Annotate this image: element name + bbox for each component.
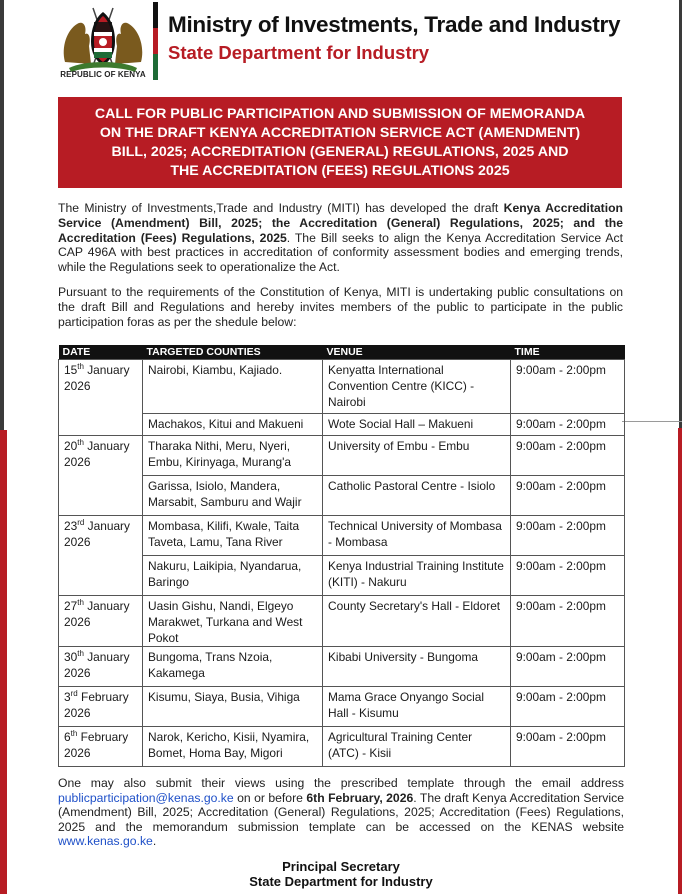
date-cell bbox=[59, 596, 143, 647]
counties-cell: Nakuru, Laikipia, Nyandarua, Baringo bbox=[143, 556, 323, 596]
counties-cell: Tharaka Nithi, Meru, Nyeri, Embu, Kirinyaga, Murang'a bbox=[143, 436, 323, 476]
date-cell bbox=[59, 687, 143, 727]
time-cell: 9:00am - 2:00pm bbox=[511, 360, 625, 414]
page-edge-left-dark bbox=[0, 0, 4, 430]
date-suffix: th bbox=[77, 598, 84, 608]
intro-text: . The Bill seeks to align the Kenya Accreditation Service Act CAP 496A with best practices in accreditation of conformity assessment bodies and emerging trends, while the Regulations seek to operationalize the Act. bbox=[58, 230, 623, 275]
footer-text: . The draft Kenya Accreditation Service (Amendment) Bill, 2025; Accreditation (General) Regulations, 2025; Accreditation (Fees) Regulations, 2025 and the memorandum submission template can be accessed on the KENAS website bbox=[58, 790, 624, 834]
venue-cell: Kibabi University - Bungoma bbox=[323, 647, 511, 687]
page-edge-right-red bbox=[678, 428, 682, 894]
venue-cell: Wote Social Hall – Makueni bbox=[323, 414, 511, 436]
date-month: January bbox=[84, 519, 130, 533]
date-year: 2026 bbox=[64, 535, 91, 549]
date-year: 2026 bbox=[64, 746, 91, 760]
deadline-date: 6th February, 2026 bbox=[306, 790, 414, 805]
counties-cell: Mombasa, Kilifi, Kwale, Taita Taveta, Lamu, Tana River bbox=[143, 516, 323, 556]
time-cell: 9:00am - 2:00pm bbox=[511, 687, 625, 727]
table-row bbox=[59, 596, 625, 647]
footer-text: One may also submit their views using the prescribed template through the email address bbox=[58, 776, 624, 790]
counties-cell: Bungoma, Trans Nzoia, Kakamega bbox=[143, 647, 323, 687]
table-row bbox=[59, 436, 625, 476]
intro-bold-text: Kenya Accreditation Service (Amendment) Bill, 2025; the Accreditation (General) Regulations, 2025; and the Accreditation (Fees) Regulations, 2025 bbox=[58, 201, 623, 245]
date-suffix: th bbox=[77, 438, 84, 448]
date-month: January bbox=[83, 650, 130, 664]
venue-cell: Catholic Pastoral Centre - Isiolo bbox=[323, 476, 511, 516]
banner-line: THE ACCREDITATION (FEES) REGULATIONS 2025 bbox=[170, 163, 510, 179]
table-row bbox=[59, 556, 625, 596]
page-edge-left-red bbox=[0, 430, 7, 894]
table-row bbox=[59, 360, 625, 414]
website-link[interactable]: www.kenas.go.ke bbox=[58, 834, 153, 849]
email-link[interactable]: publicparticipation@kenas.go.ke bbox=[58, 790, 234, 805]
notice-title-banner bbox=[58, 97, 622, 188]
table-header-row bbox=[59, 345, 625, 360]
intro-paragraph bbox=[58, 201, 623, 275]
header-time: TIME bbox=[511, 345, 625, 360]
date-year: 2026 bbox=[64, 666, 91, 680]
venue-cell: Kenyatta International Convention Centre (KICC) - Nairobi bbox=[323, 360, 511, 414]
venue-cell: University of Embu - Embu bbox=[323, 436, 511, 476]
date-day: 27 bbox=[64, 599, 78, 613]
signature-block bbox=[58, 859, 624, 889]
letterhead bbox=[55, 0, 675, 85]
table-row bbox=[59, 727, 625, 767]
date-cell bbox=[59, 436, 143, 516]
counties-cell: Nairobi, Kiambu, Kajiado. bbox=[143, 360, 323, 414]
signatory-department: State Department for Industry bbox=[249, 874, 433, 889]
time-cell: 9:00am - 2:00pm bbox=[511, 414, 625, 436]
date-month: February bbox=[77, 690, 129, 704]
consultation-paragraph: Pursuant to the requirements of the Constitution of Kenya, MITI is undertaking public consultations on the draft Bill and Regulations and hereby invites members of the public to participate in the public participation foras as per the shedule below: bbox=[58, 285, 623, 329]
banner-line: CALL FOR PUBLIC PARTICIPATION AND SUBMISSION OF MEMORANDA bbox=[94, 106, 586, 122]
date-day: 20 bbox=[64, 439, 78, 453]
date-day: 6 bbox=[64, 730, 71, 744]
date-cell bbox=[59, 360, 143, 436]
date-day: 15 bbox=[64, 363, 78, 377]
counties-cell: Garissa, Isiolo, Mandera, Marsabit, Samburu and Wajir bbox=[143, 476, 323, 516]
header-counties: TARGETED COUNTIES bbox=[143, 345, 323, 360]
date-year: 2026 bbox=[64, 706, 91, 720]
table-row bbox=[59, 516, 625, 556]
date-day: 23 bbox=[64, 519, 78, 533]
signatory-title: Principal Secretary bbox=[282, 859, 400, 874]
date-year: 2026 bbox=[64, 379, 91, 393]
date-day: 3 bbox=[64, 690, 71, 704]
date-cell bbox=[59, 516, 143, 596]
table-row bbox=[59, 414, 625, 436]
header-venue: VENUE bbox=[323, 345, 511, 360]
header-date: DATE bbox=[59, 345, 143, 360]
time-cell: 9:00am - 2:00pm bbox=[511, 476, 625, 516]
date-suffix: rd bbox=[70, 689, 78, 699]
date-suffix: rd bbox=[77, 518, 85, 528]
counties-cell: Machakos, Kitui and Makueni bbox=[143, 414, 323, 436]
counties-cell: Narok, Kericho, Kisii, Nyamira, Bomet, Homa Bay, Migori bbox=[143, 727, 323, 767]
coat-of-arms-caption: REPUBLIC OF KENYA bbox=[60, 70, 146, 79]
ministry-name: Ministry of Investments, Trade and Industry bbox=[168, 12, 621, 37]
time-cell: 9:00am - 2:00pm bbox=[511, 727, 625, 767]
date-month: January bbox=[83, 363, 130, 377]
venue-cell: Technical University of Mombasa - Mombasa bbox=[323, 516, 511, 556]
date-month: January bbox=[83, 439, 130, 453]
date-month: January bbox=[83, 599, 130, 613]
counties-cell: Uasin Gishu, Nandi, Elgeyo Marakwet, Turkana and West Pokot bbox=[143, 596, 323, 647]
time-cell: 9:00am - 2:00pm bbox=[511, 596, 625, 647]
time-cell: 9:00am - 2:00pm bbox=[511, 516, 625, 556]
venue-cell: Agricultural Training Center (ATC) - Kisii bbox=[323, 727, 511, 767]
counties-cell: Kisumu, Siaya, Busia, Vihiga bbox=[143, 687, 323, 727]
venue-cell: Kenya Industrial Training Institute (KITI) - Nakuru bbox=[323, 556, 511, 596]
date-month: February bbox=[77, 730, 129, 744]
date-cell bbox=[59, 727, 143, 767]
date-year: 2026 bbox=[64, 455, 91, 469]
schedule-table bbox=[58, 345, 625, 767]
table-row bbox=[59, 647, 625, 687]
date-year: 2026 bbox=[64, 615, 91, 629]
footer-text: on or before bbox=[233, 790, 307, 805]
date-suffix: th bbox=[70, 729, 78, 739]
date-suffix: th bbox=[77, 362, 84, 372]
submission-paragraph bbox=[58, 776, 624, 849]
date-suffix: th bbox=[77, 649, 84, 659]
flag-color-bar bbox=[153, 2, 158, 80]
page-divider-line bbox=[622, 421, 682, 422]
date-cell bbox=[59, 647, 143, 687]
table-row bbox=[59, 687, 625, 727]
intro-text: The Ministry of Investments,Trade and Industry (MITI) has developed the draft bbox=[58, 201, 504, 215]
footer-text: . bbox=[152, 834, 157, 849]
banner-line: BILL, 2025; ACCREDITATION (GENERAL) REGULATIONS, 2025 AND bbox=[111, 144, 569, 160]
date-day: 30 bbox=[64, 650, 78, 664]
banner-line: ON THE DRAFT KENYA ACCREDITATION SERVICE ACT (AMENDMENT) bbox=[99, 125, 581, 141]
venue-cell: Mama Grace Onyango Social Hall - Kisumu bbox=[323, 687, 511, 727]
table-row bbox=[59, 476, 625, 516]
time-cell: 9:00am - 2:00pm bbox=[511, 647, 625, 687]
venue-cell: County Secretary's Hall - Eldoret bbox=[323, 596, 511, 647]
time-cell: 9:00am - 2:00pm bbox=[511, 556, 625, 596]
time-cell: 9:00am - 2:00pm bbox=[511, 436, 625, 476]
department-name: State Department for Industry bbox=[168, 42, 430, 63]
